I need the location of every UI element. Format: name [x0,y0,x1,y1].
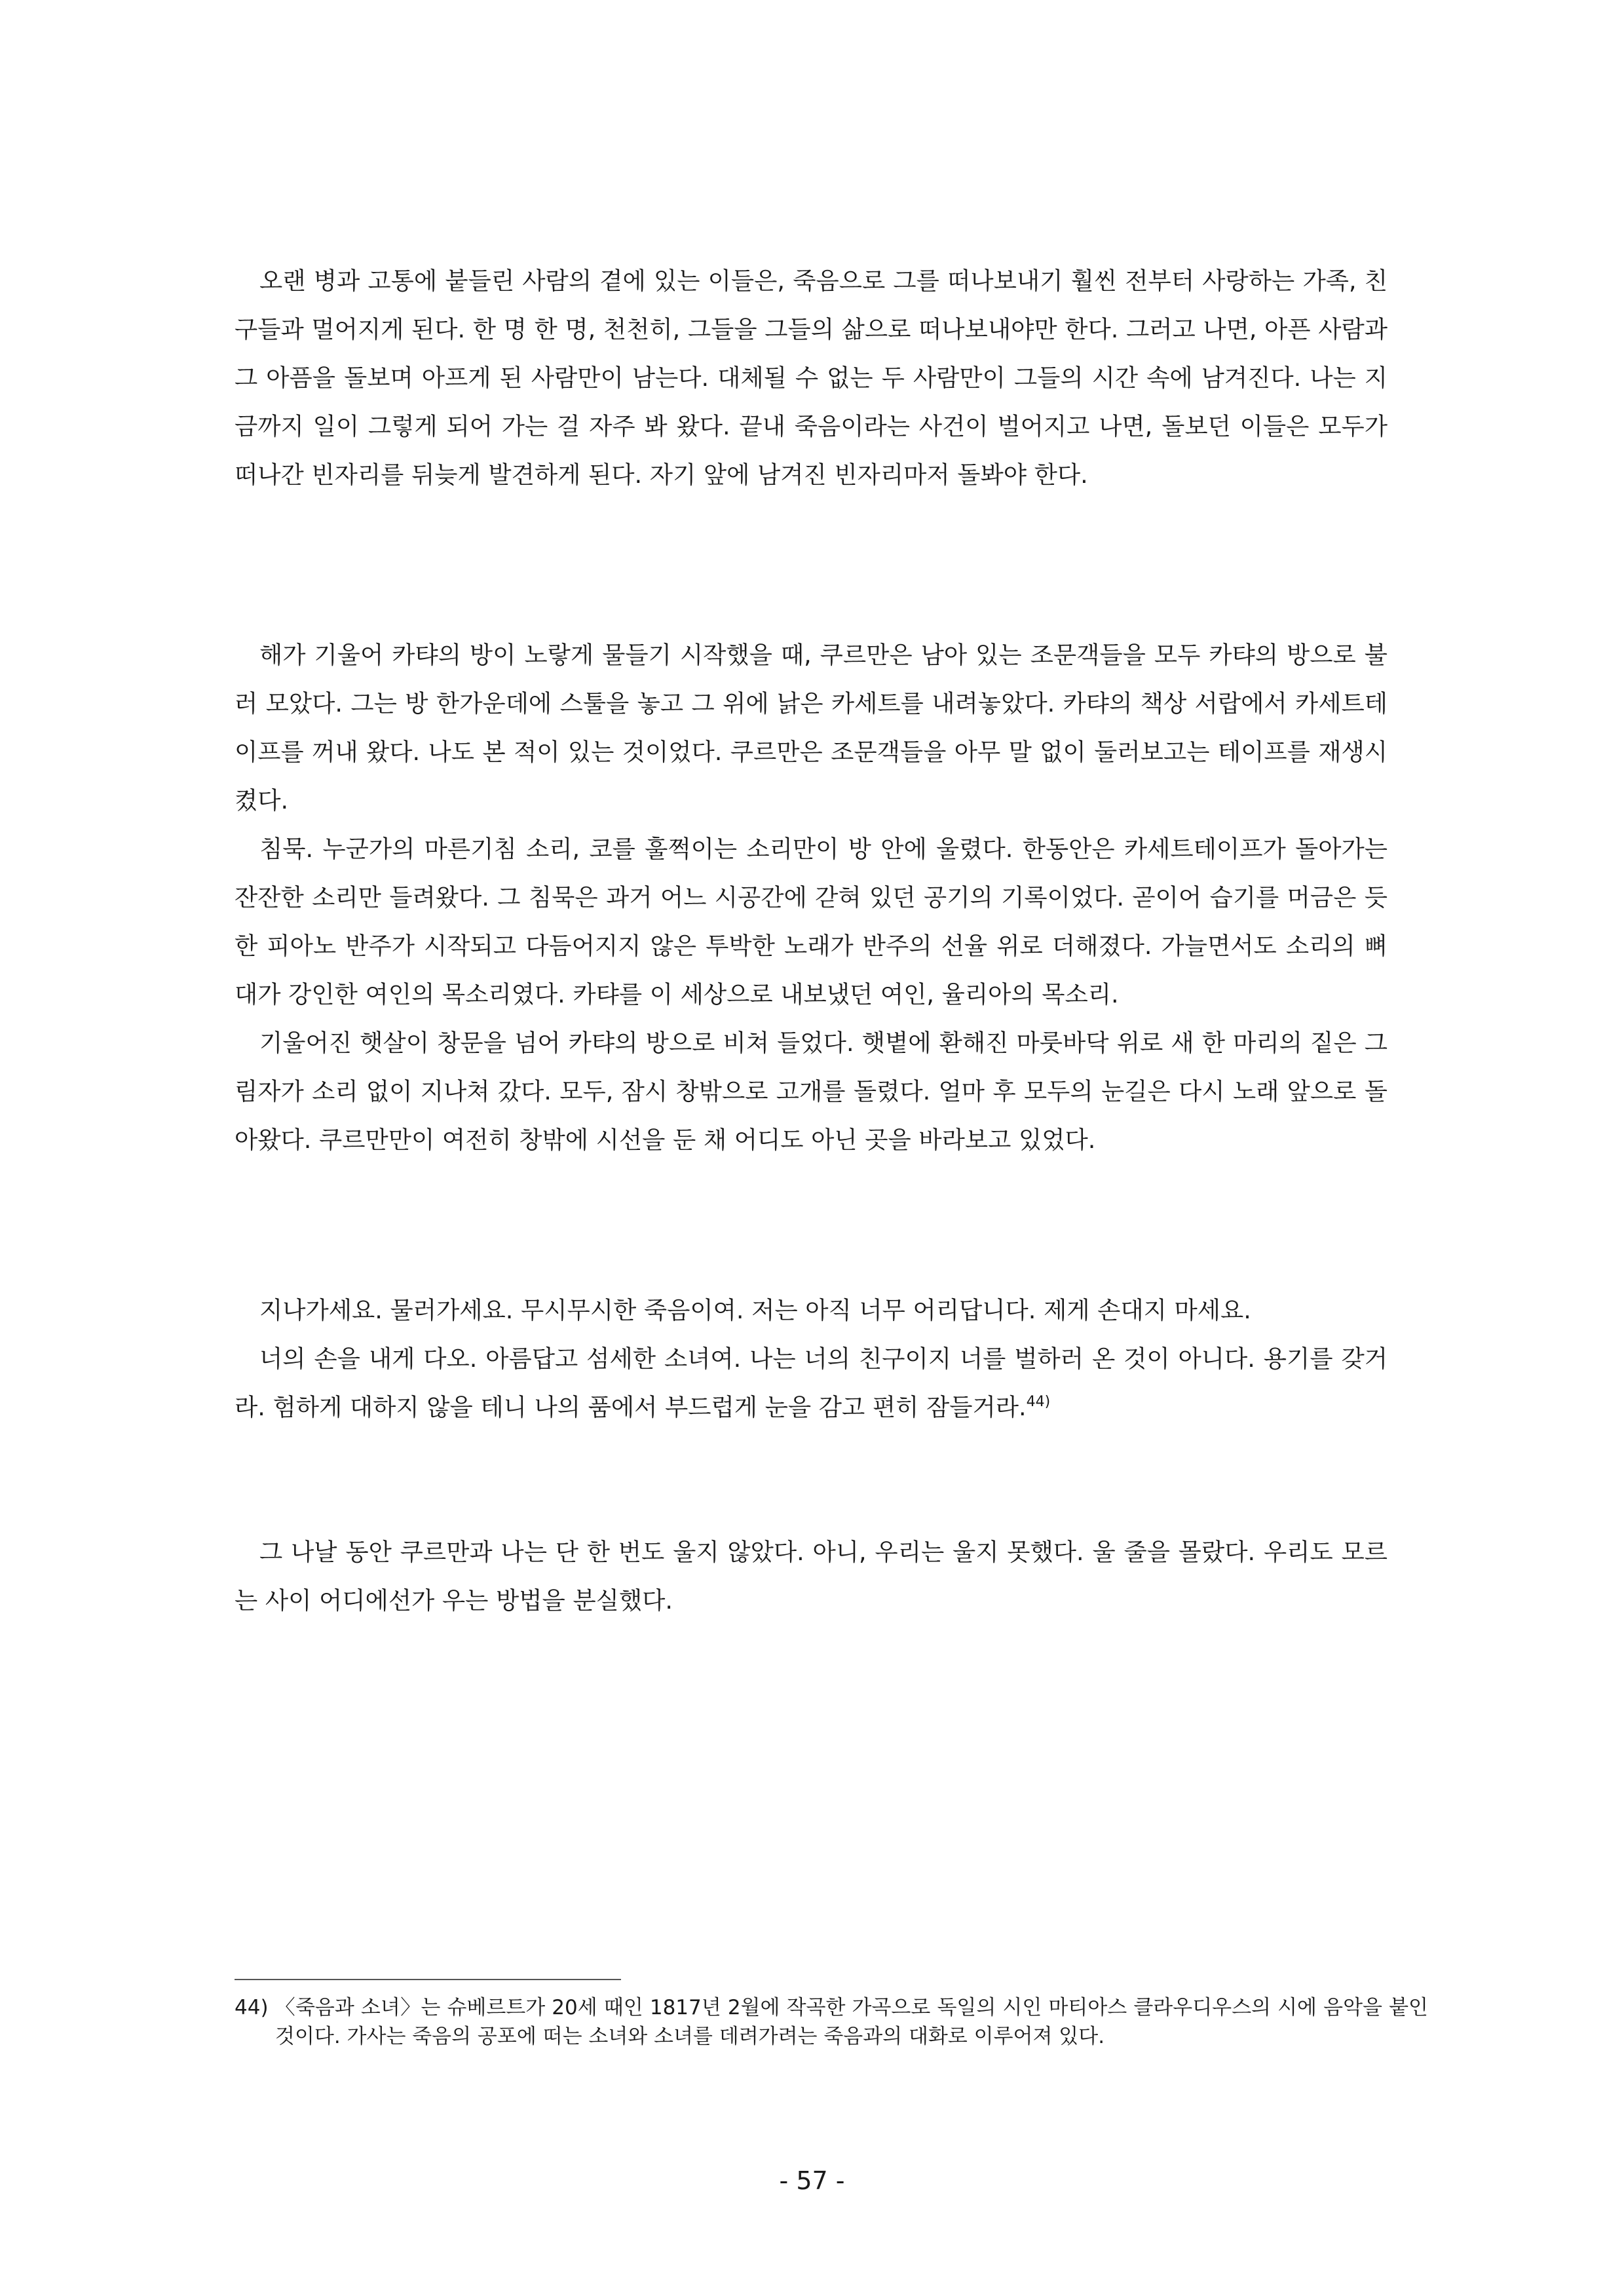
text-block-1 [235,257,1388,499]
paragraph: 해가 기울어 카탸의 방이 노랗게 물들기 시작했을 때, 쿠르만은 남아 있는 조문객들을 모두 카탸의 방으로 불러 모았다. 그는 방 한가운데에 스툴을 놓고 그 위에 낡은 카세트를 내려놓았다. 카탸의 책상 서랍에서 카세트테이프를 꺼내 왔다. 나도 본 적이 있는 것이었다. 쿠르만은 조문객들을 아무 말 없이 둘러보고는 테이프를 재생시켰다. [235,641,1388,814]
paragraph: 그 나날 동안 쿠르만과 나는 단 한 번도 울지 않았다. 아니, 우리는 울지 못했다. 울 줄을 몰랐다. 우리도 모르는 사이 어디에선가 우는 방법을 분실했다. [235,1538,1388,1615]
song-lyrics-block [235,1286,1388,1432]
paragraph: 오랜 병과 고통에 붙들린 사람의 곁에 있는 이들은, 죽음으로 그를 떠나보내기 훨씬 전부터 사랑하는 가족, 친구들과 멀어지게 된다. 한 명 한 명, 천천히, 그들을 그들의 삶으로 떠나보내야만 한다. 그러고 나면, 아픈 사람과 그 아픔을 돌보며 아프게 된 사람만이 남는다. 대체될 수 없는 두 사람만이 그들의 시간 속에 남겨진다. 나는 지금까지 일이 그렇게 되어 가는 걸 자주 봐 왔다. 끝내 죽음이라는 사건이 벌어지고 나면, 돌보던 이들은 모두가 떠나간 빈자리를 뒤늦게 발견하게 된다. 자기 앞에 남겨진 빈자리마저 돌봐야 한다. [235,267,1388,489]
text-block-3 [235,1528,1388,1625]
text-block-2 [235,631,1388,1164]
footnote-reference[interactable]: 44) [1026,1394,1051,1410]
footnote-marker: 44) [235,1996,269,2019]
song-line [235,1335,1388,1432]
song-line-text: 너의 손을 내게 다오. 아름답고 섬세한 소녀여. 나는 너의 친구이지 너를 벌하러 온 것이 아니다. 용기를 갖거라. 험하게 대하지 않을 테니 나의 품에서 부드럽게 눈을 감고 편히 잠들거라. [235,1345,1388,1421]
paragraph: 침묵. 누군가의 마른기침 소리, 코를 훌쩍이는 소리만이 방 안에 울렸다. 한동안은 카세트테이프가 돌아가는 잔잔한 소리만 들려왔다. 그 침묵은 과거 어느 시공간에 갇혀 있던 공기의 기록이었다. 곧이어 습기를 머금은 듯한 피아노 반주가 시작되고 다듬어지지 않은 투박한 노래가 반주의 선율 위로 더해졌다. 가늘면서도 소리의 뼈대가 강인한 여인의 목소리였다. 카탸를 이 세상으로 내보냈던 여인, 율리아의 목소리. [235,835,1388,1008]
footnote-divider [235,1979,621,1980]
footnote [235,1993,1428,2051]
footnote-text: 〈죽음과 소녀〉는 슈베르트가 20세 때인 1817년 2월에 작곡한 가곡으로 독일의 시인 마티아스 클라우디우스의 시에 음악을 붙인 것이다. 가사는 죽음의 공포에 떠는 소녀와 소녀를 데려가려는 죽음과의 대화로 이루어져 있다. [274,1996,1428,2048]
page-number: - 57 - [779,2166,845,2195]
paragraph: 기울어진 햇살이 창문을 넘어 카탸의 방으로 비쳐 들었다. 햇볕에 환해진 마룻바닥 위로 새 한 마리의 짙은 그림자가 소리 없이 지나쳐 갔다. 모두, 잠시 창밖으로 고개를 돌렸다. 얼마 후 모두의 눈길은 다시 노래 앞으로 돌아왔다. 쿠르만만이 여전히 창밖에 시선을 둔 채 어디도 아닌 곳을 바라보고 있었다. [235,1029,1388,1154]
song-line: 지나가세요. 물러가세요. 무시무시한 죽음이여. 저는 아직 너무 어리답니다. 제게 손대지 마세요. [259,1296,1251,1324]
